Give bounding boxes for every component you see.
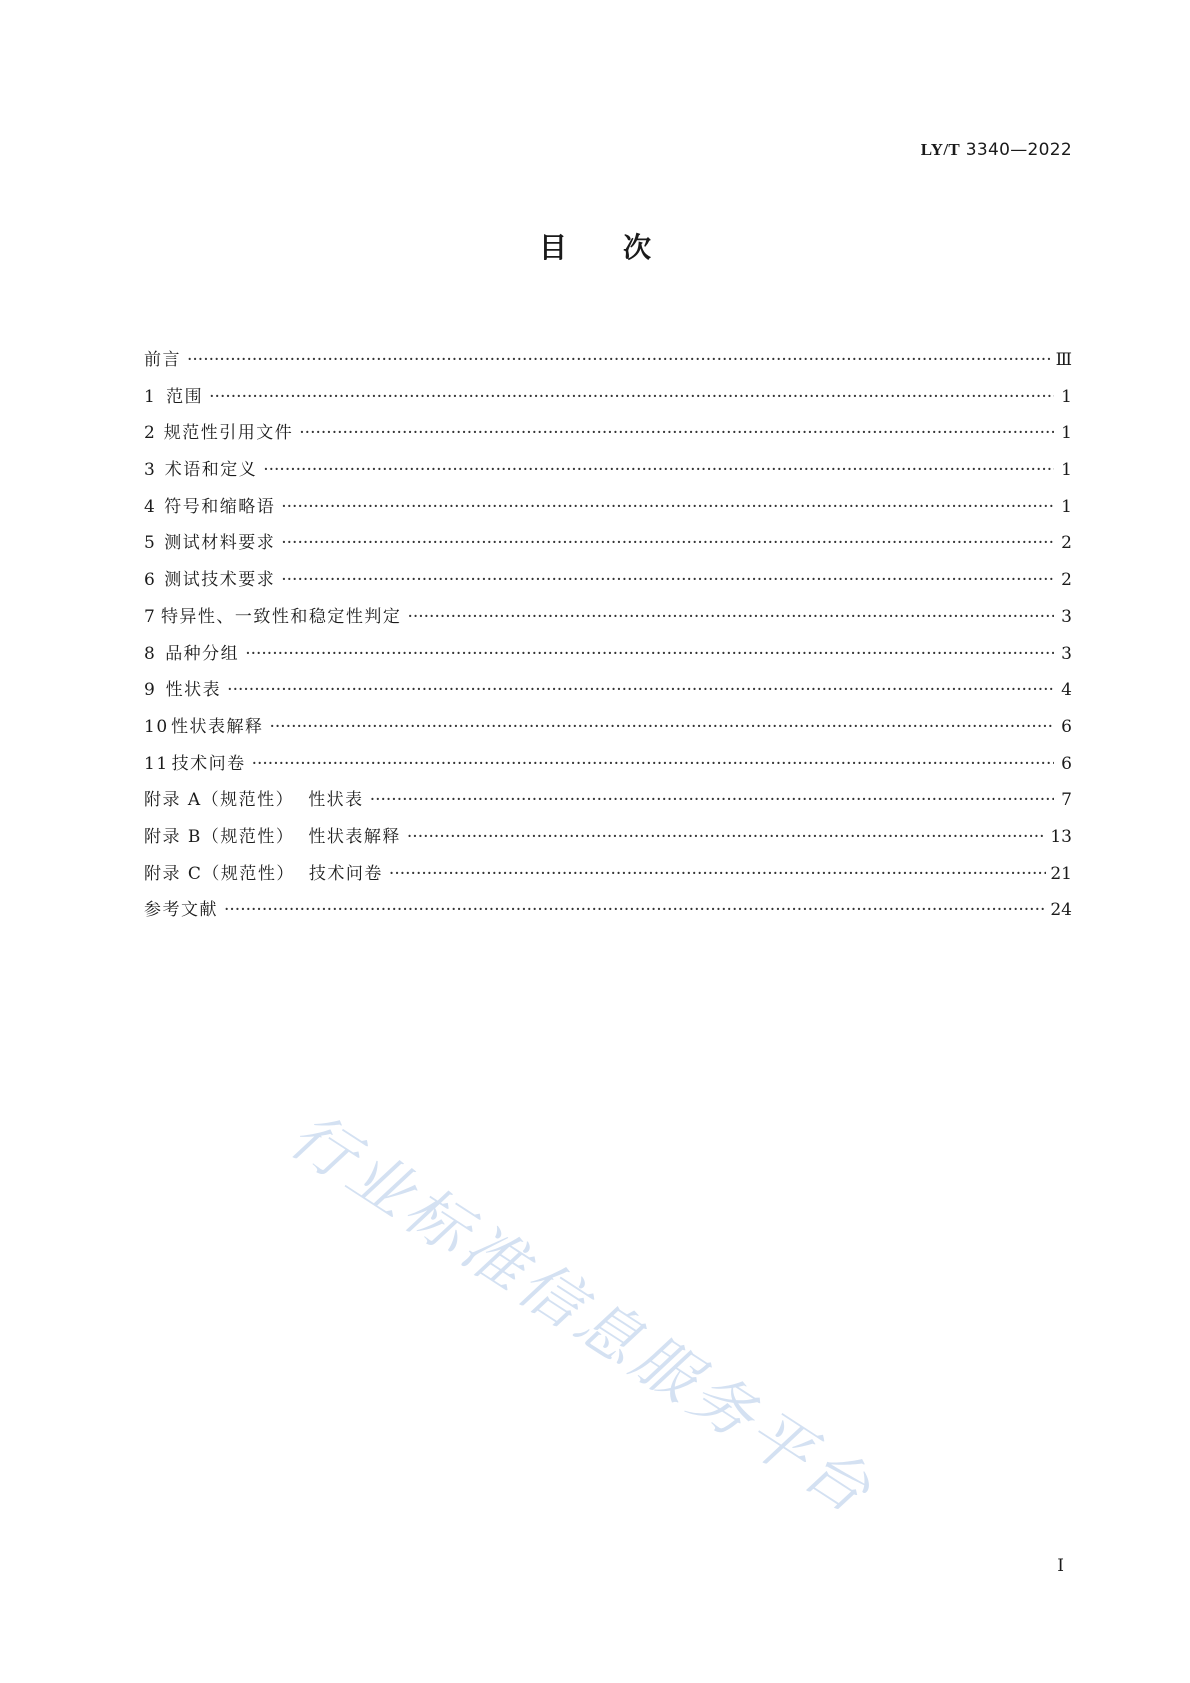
toc-leader-dots [281,497,1054,517]
toc-entry-9[interactable] [144,675,1072,712]
standard-code-prefix: LY/T [920,140,961,159]
toc-entry-label: 参考文献 [144,900,218,921]
toc-entry-label: 特异性、一致性和稳定性判定 [160,606,402,627]
toc-leader-dots [263,460,1054,480]
toc-entry-number: 2 [144,423,157,444]
toc-entry-page: Ⅲ [1055,350,1072,370]
toc-entry-page: 6 [1061,753,1072,774]
toc-entry-number: 7 [144,606,157,627]
toc-entry-number: 8 [144,643,157,664]
toc-entry-page: 4 [1061,680,1072,701]
toc-entry-label [144,785,364,810]
toc-entry-7[interactable] [144,602,1072,639]
toc-entry-number: 11 [144,753,169,774]
watermark: 行业标准信息服务平台 [277,1098,888,1530]
standard-code-number: 3340—2022 [965,140,1072,160]
toc-entry-label: 品种分组 [165,643,240,664]
toc-entry-6[interactable] [144,565,1072,602]
toc-entry-page: 1 [1061,460,1072,481]
toc-entry-page: 3 [1061,606,1072,627]
toc-entry-10[interactable] [144,712,1072,749]
toc-entry-page: 2 [1061,533,1072,554]
toc-entry-page: 7 [1061,790,1072,811]
toc-entry-label: 性状表 [165,680,222,701]
toc-entry-number: 9 [144,680,157,701]
toc-entry-page: 3 [1061,643,1072,664]
toc-entry-number: 10 [144,716,169,737]
toc-leader-dots [281,533,1054,553]
toc-entry-page: 6 [1061,716,1072,737]
toc-entry-label: 技术问卷 [171,753,246,774]
toc-leader-dots [281,570,1054,590]
toc-leader-dots [407,827,1046,847]
toc-entry-5[interactable] [144,528,1072,565]
toc-leader-dots [269,717,1054,737]
toc-entry-appendix-b[interactable] [144,822,1072,859]
toc-entry-number: 6 [144,570,157,591]
standard-code [921,140,1072,160]
toc-entry-page: 21 [1050,863,1072,884]
page-title-first-char: 目 [538,231,567,264]
toc-leader-dots [299,423,1054,443]
appendix-title: 性状表 [308,790,364,811]
toc-leader-dots [389,864,1046,884]
toc-leader-dots [209,387,1054,407]
toc-entry-label: 范围 [166,386,204,407]
toc-entry-label: 规范性引用文件 [163,423,294,444]
toc-entry-number: 5 [144,533,157,554]
toc-entry-number: 4 [144,496,157,517]
toc-leader-dots [407,607,1054,627]
toc-entry-appendix-a[interactable] [144,785,1072,822]
toc-leader-dots [245,644,1054,664]
toc-entry-appendix-c[interactable] [144,859,1072,896]
page-title-second-char: 次 [623,231,652,264]
toc-entry-label: 性状表解释 [170,716,264,737]
page-number: I [1057,1556,1064,1576]
toc-leader-dots [370,790,1054,810]
toc-entry-11[interactable] [144,749,1072,786]
toc-entry-page: 1 [1061,423,1072,444]
toc-entry-label: 测试材料要求 [164,533,276,554]
toc-entry-label: 前言 [144,350,181,370]
toc-leader-dots [227,680,1054,700]
toc-entry-page: 24 [1050,900,1072,921]
toc-entry-number: 3 [144,460,157,481]
toc-entry-label: 测试技术要求 [164,570,276,591]
toc-entry-2[interactable] [144,418,1072,455]
appendix-title: 性状表解释 [308,826,401,847]
toc-entry-1[interactable] [144,382,1072,419]
toc-leader-dots [187,350,1052,370]
toc-leader-dots [224,900,1046,920]
toc-entry-label [144,822,401,847]
toc-entry-3[interactable] [144,455,1072,492]
appendix-title: 技术问卷 [308,863,383,884]
toc-entry-label: 术语和定义 [164,460,258,481]
toc-entry-page: 2 [1061,570,1072,591]
toc-leader-dots [252,754,1054,774]
toc-entry-page: 1 [1061,386,1072,407]
toc-entry-bibliography[interactable] [144,895,1072,932]
table-of-contents [144,345,1072,932]
appendix-designation: 附录 A（规范性） [144,790,295,811]
appendix-designation: 附录 C（规范性） [144,863,295,884]
toc-entry-page: 13 [1050,826,1072,847]
toc-entry-number: 1 [144,386,157,407]
toc-entry-label: 符号和缩略语 [164,496,276,517]
toc-entry-8[interactable] [144,639,1072,676]
toc-entry-label [144,859,383,884]
toc-entry-4[interactable] [144,492,1072,529]
appendix-designation: 附录 B（规范性） [144,826,295,847]
toc-entry-preface[interactable] [144,345,1072,382]
toc-entry-page: 1 [1061,496,1072,517]
page-title [0,226,1190,266]
